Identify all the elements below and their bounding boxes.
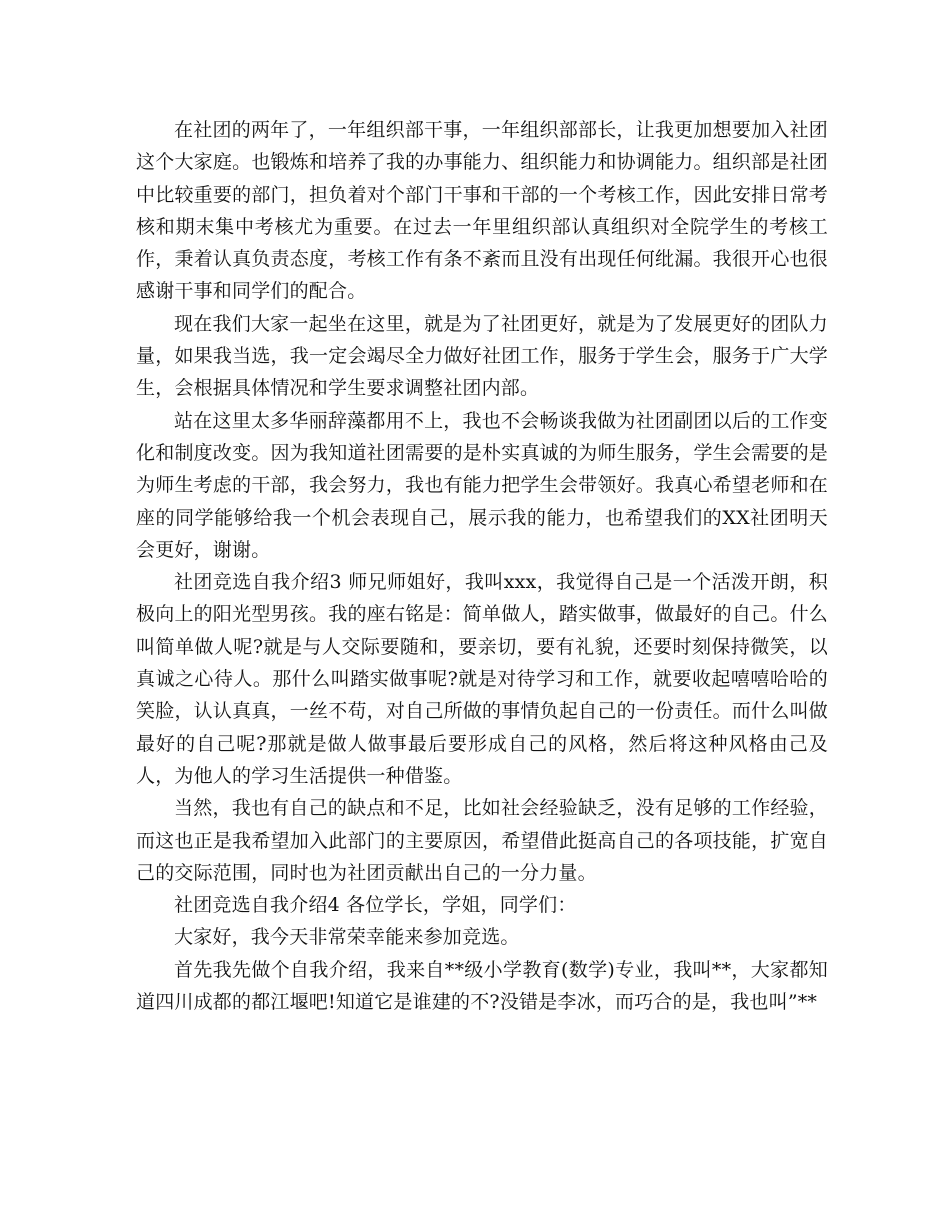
paragraph: 现在我们大家一起坐在这里，就是为了社团更好，就是为了发展更好的团队力量，如果我当选，我一定会竭尽全力做好社团工作，服务于学生会，服务于广大学生，会根据具体情况和学生要求调整社团内部。	[136, 312, 828, 400]
paragraph: 大家好，我今天非常荣幸能来参加竞选。	[174, 926, 520, 949]
paragraph: 在社团的两年了，一年组织部干事，一年组织部部长，让我更加想要加入社团这个大家庭。也锻炼和培养了我的办事能力、组织能力和协调能力。组织部是社团中比较重要的部门，担负着对个部门干事和干部的一个考核工作，因此安排日常考核和期末集中考核尤为重要。在过去一年里组织部认真组织对全院学生的考核工作，秉着认真负责态度，考核工作有条不紊而且没有出现任何纰漏。我很开心也很感谢干事和同学们的配合。	[136, 119, 828, 303]
paragraph: 站在这里太多华丽辞藻都用不上，我也不会畅谈我做为社团副团以后的工作变化和制度改变。因为我知道社团需要的是朴实真诚的为师生服务，学生会需要的是为师生考虑的干部，我会努力，我也有能力把学生会带领好。我真心希望老师和在座的同学能够给我一个机会表现自己，展示我的能力，也希望我们的XX社团明天会更好，谢谢。	[136, 409, 828, 561]
paragraph: 首先我先做个自我介绍，我来自**级小学教育(数学)专业，我叫**，大家都知道四川成都的都江堰吧!知道它是谁建的不?没错是李冰，而巧合的是，我也叫”**	[136, 958, 828, 1014]
document-body	[136, 114, 828, 1018]
paragraph: 社团竞选自我介绍4 各位学长，学姐，同学们：	[174, 894, 577, 917]
paragraph: 社团竞选自我介绍3 师兄师姐好，我叫xxx，我觉得自己是一个活泼开朗，积极向上的阳光型男孩。我的座右铭是：简单做人，踏实做事，做最好的自己。什么叫简单做人呢?就是与人交际要随和，要亲切，要有礼貌，还要时刻保持微笑，以真诚之心待人。那什么叫踏实做事呢?就是对待学习和工作，就要收起嘻嘻哈哈的笑脸，认认真真，一丝不苟，对自己所做的事情负起自己的一份责任。而什么叫做最好的自己呢?那就是做人做事最后要形成自己的风格，然后将这种风格由己及人，为他人的学习生活提供一种借鉴。	[136, 571, 828, 787]
paragraph: 当然，我也有自己的缺点和不足，比如社会经验缺乏，没有足够的工作经验，而这也正是我希望加入此部门的主要原因，希望借此挺高自己的各项技能，扩宽自己的交际范围，同时也为社团贡献出自己的一分力量。	[136, 797, 828, 884]
